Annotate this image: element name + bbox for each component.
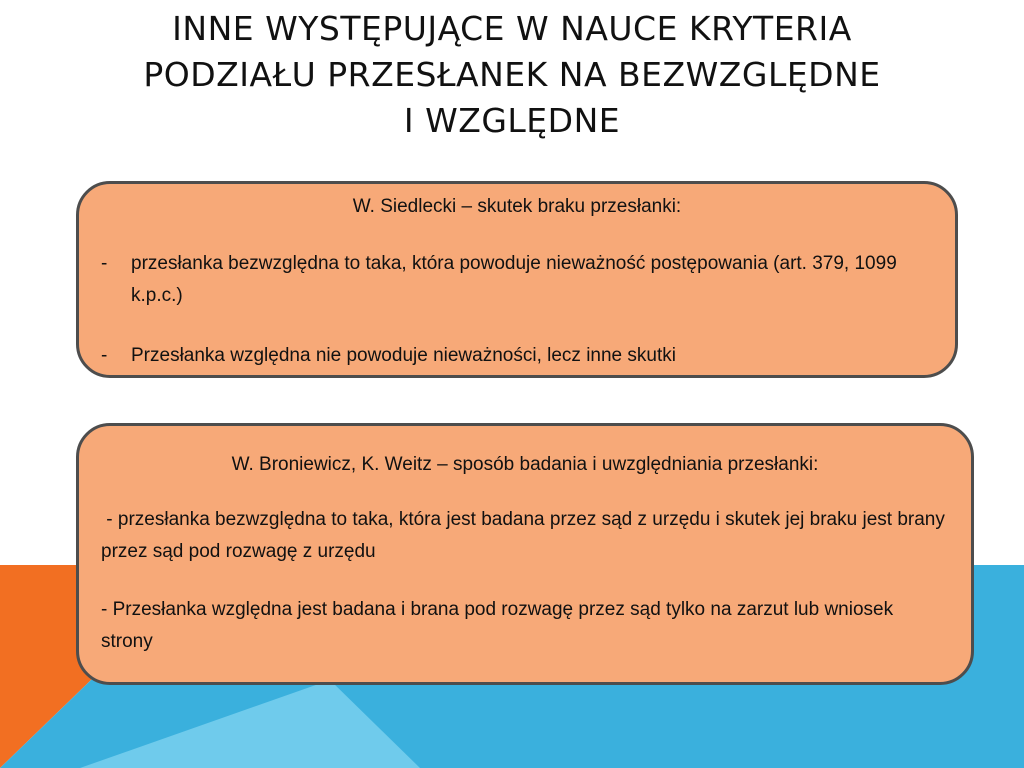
broniewicz-weitz-box-heading: W. Broniewicz, K. Weitz – sposób badania i uwzględniania przesłanki:	[231, 454, 819, 475]
broniewicz-weitz-box	[76, 423, 974, 685]
paragraph-absolute-premise: - przesłanka bezwzględna to taka, która jest badana przez sąd z urzędu i skutek jej braku jest brany przez sąd pod rozwagę z urzędu	[101, 509, 951, 562]
siedlecki-list	[101, 248, 933, 372]
list-item-text: Przesłanka względna nie powoduje nieważności, lecz inne skutki	[131, 345, 676, 366]
slide-title-line-3: I WZGLĘDNE	[403, 101, 621, 140]
dash-marker: -	[101, 253, 108, 274]
list-item	[101, 340, 933, 372]
list-item	[101, 248, 933, 312]
slide-title-line-1: INNE WYSTĘPUJĄCE W NAUCE KRYTERIA	[172, 9, 852, 48]
slide-title	[40, 6, 984, 144]
paragraph-relative-premise: - Przesłanka względna jest badana i brana pod rozwagę przez sąd tylko na zarzut lub wniosek strony	[101, 599, 894, 652]
slide-title-line-2: PODZIAŁU PRZESŁANEK NA BEZWZGLĘDNE	[143, 55, 881, 94]
siedlecki-box	[76, 181, 958, 378]
siedlecki-box-heading: W. Siedlecki – skutek braku przesłanki:	[352, 196, 682, 217]
list-item-text: przesłanka bezwzględna to taka, która powoduje nieważność postępowania (art. 379, 1099 k.p.c.)	[131, 253, 897, 306]
dash-marker: -	[101, 345, 108, 366]
